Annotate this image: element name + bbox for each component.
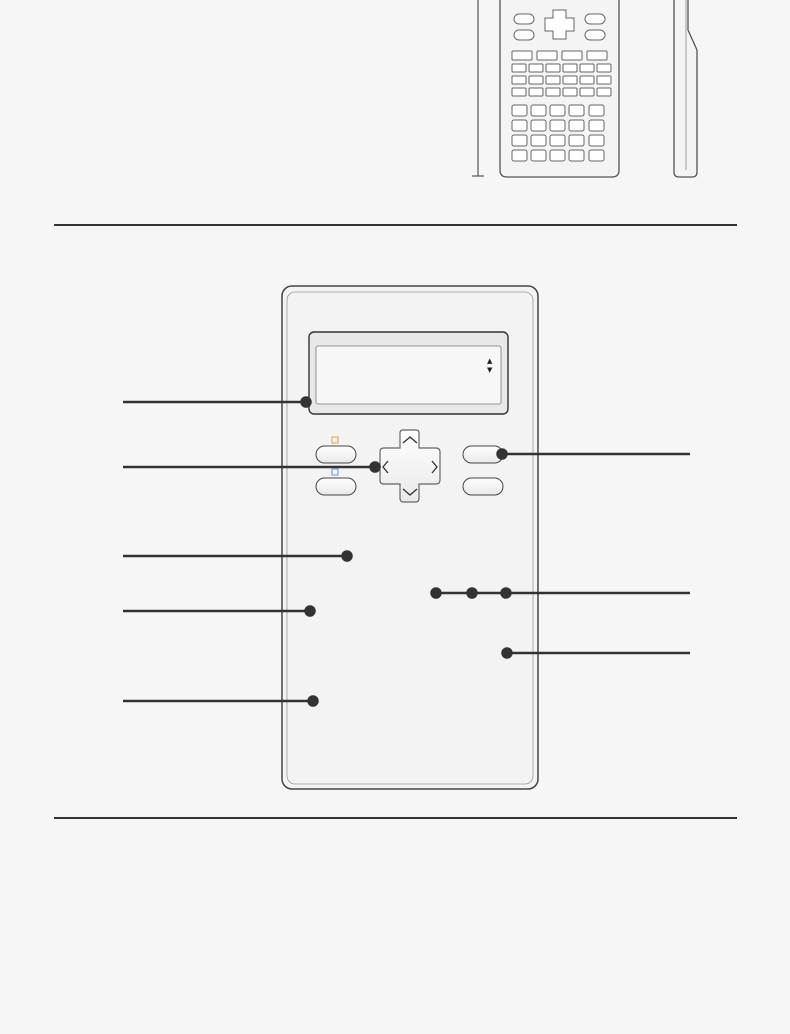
shift-key[interactable] (316, 446, 356, 463)
alpha-key[interactable] (316, 478, 356, 495)
mode-key[interactable] (463, 478, 503, 495)
svg-text:▼: ▼ (487, 366, 493, 374)
svg-text:▲: ▲ (487, 357, 493, 365)
section-divider-2 (54, 817, 737, 819)
display-screen (316, 346, 501, 404)
